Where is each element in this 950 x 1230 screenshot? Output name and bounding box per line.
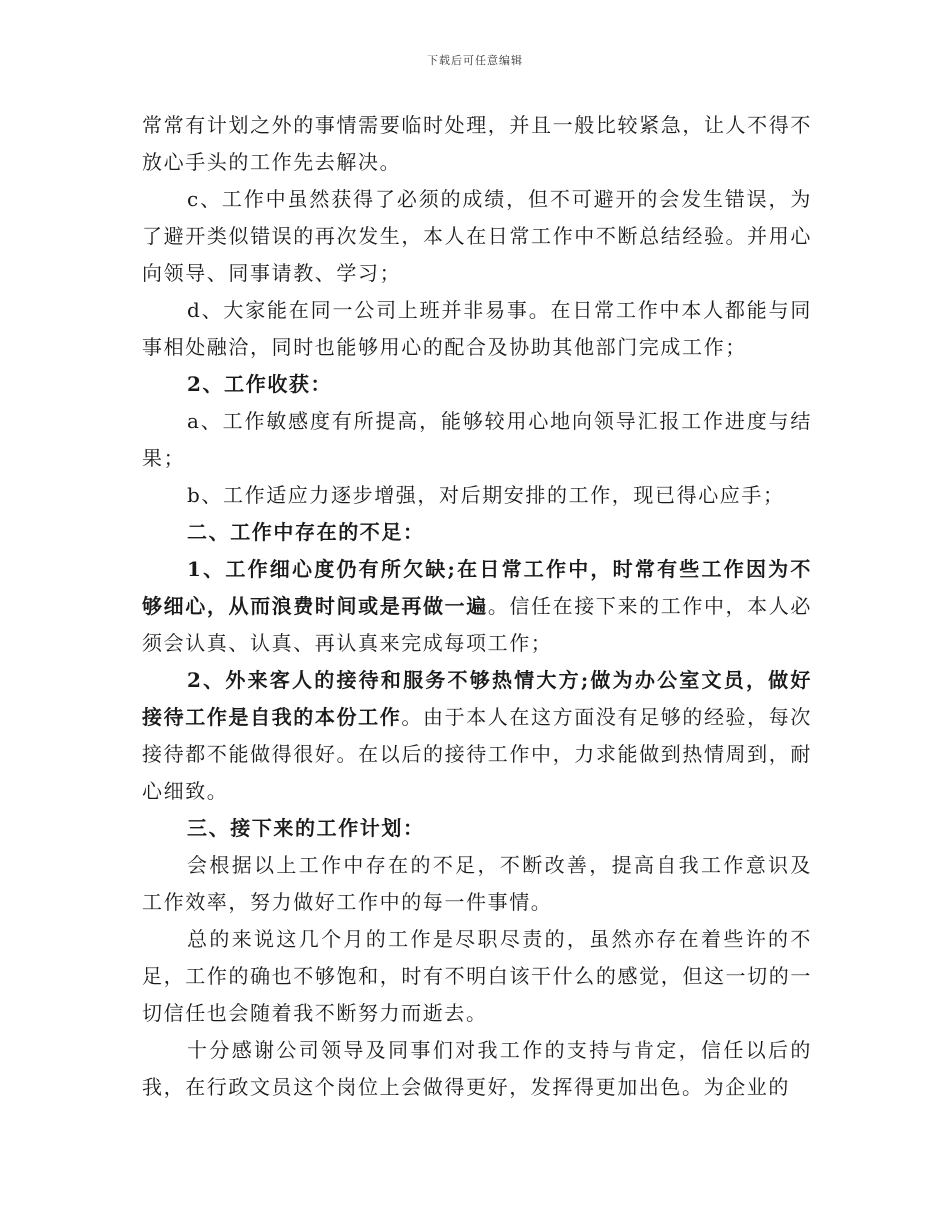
paragraph-shortcoming-1	[142, 551, 812, 662]
shortcoming-2-text: 。由于本人在这方面没有足够的经验，每次接待都不能做得很好。在以后的接待工作中，力求能做到热情周到，耐心细致。	[142, 705, 812, 803]
document-body	[142, 107, 812, 1106]
page-header: 下载后可任意编辑	[427, 54, 523, 67]
paragraph-item-c: c、工作中虽然获得了必须的成绩，但不可避开的会发生错误，为了避开类似错误的再次发生，本人在日常工作中不断总结经验。并用心向领导、同事请教、学习；	[142, 187, 812, 285]
heading-work-plan: 三、接下来的工作计划：	[187, 816, 425, 840]
paragraph-thanks: 十分感谢公司领导及同事们对我工作的支持与肯定，信任以后的我，在行政文员这个岗位上会做得更好，发挥得更加出色。为企业的	[142, 1038, 812, 1099]
shortcoming-1-text: 。信任在接下来的工作中，本人必须会认真、认真、再认真来完成每项工作；	[142, 594, 812, 655]
paragraph-continuation: 常常有计划之外的事情需要临时处理，并且一般比较紧急，让人不得不放心手头的工作先去解决。	[142, 113, 812, 174]
shortcoming-1-emphasis: 1、工作细心度仍有所欠缺;在日常工作中，时常有些工作因为不够细心，从而浪费时间或是再做一遍	[142, 557, 812, 618]
paragraph-gain-b: b、工作适应力逐步增强，对后期安排的工作，现已得心应手；	[187, 483, 785, 507]
paragraph-summary: 总的来说这几个月的工作是尽职尽责的，虽然亦存在着些许的不足，工作的确也不够饱和，时有不明白该干什么的感觉，但这一切的一切信任也会随着我不断努力而逝去。	[142, 927, 812, 1025]
heading-work-gains: 2、工作收获：	[187, 372, 333, 396]
paragraph-plan: 会根据以上工作中存在的不足，不断改善，提高自我工作意识及工作效率，努力做好工作中的每一件事情。	[142, 853, 812, 914]
paragraph-gain-a: a、工作敏感度有所提高，能够较用心地向领导汇报工作进度与结果；	[142, 409, 812, 470]
paragraph-shortcoming-2	[142, 662, 812, 810]
shortcoming-2-emphasis: 2、外来客人的接待和服务不够热情大方;做为办公室文员，做好接待工作是自我的本份工作	[142, 668, 812, 729]
paragraph-item-d: d、大家能在同一公司上班并非易事。在日常工作中本人都能与同事相处融洽，同时也能够用心的配合及协助其他部门完成工作；	[142, 298, 812, 359]
heading-shortcomings: 二、工作中存在的不足：	[187, 520, 425, 544]
